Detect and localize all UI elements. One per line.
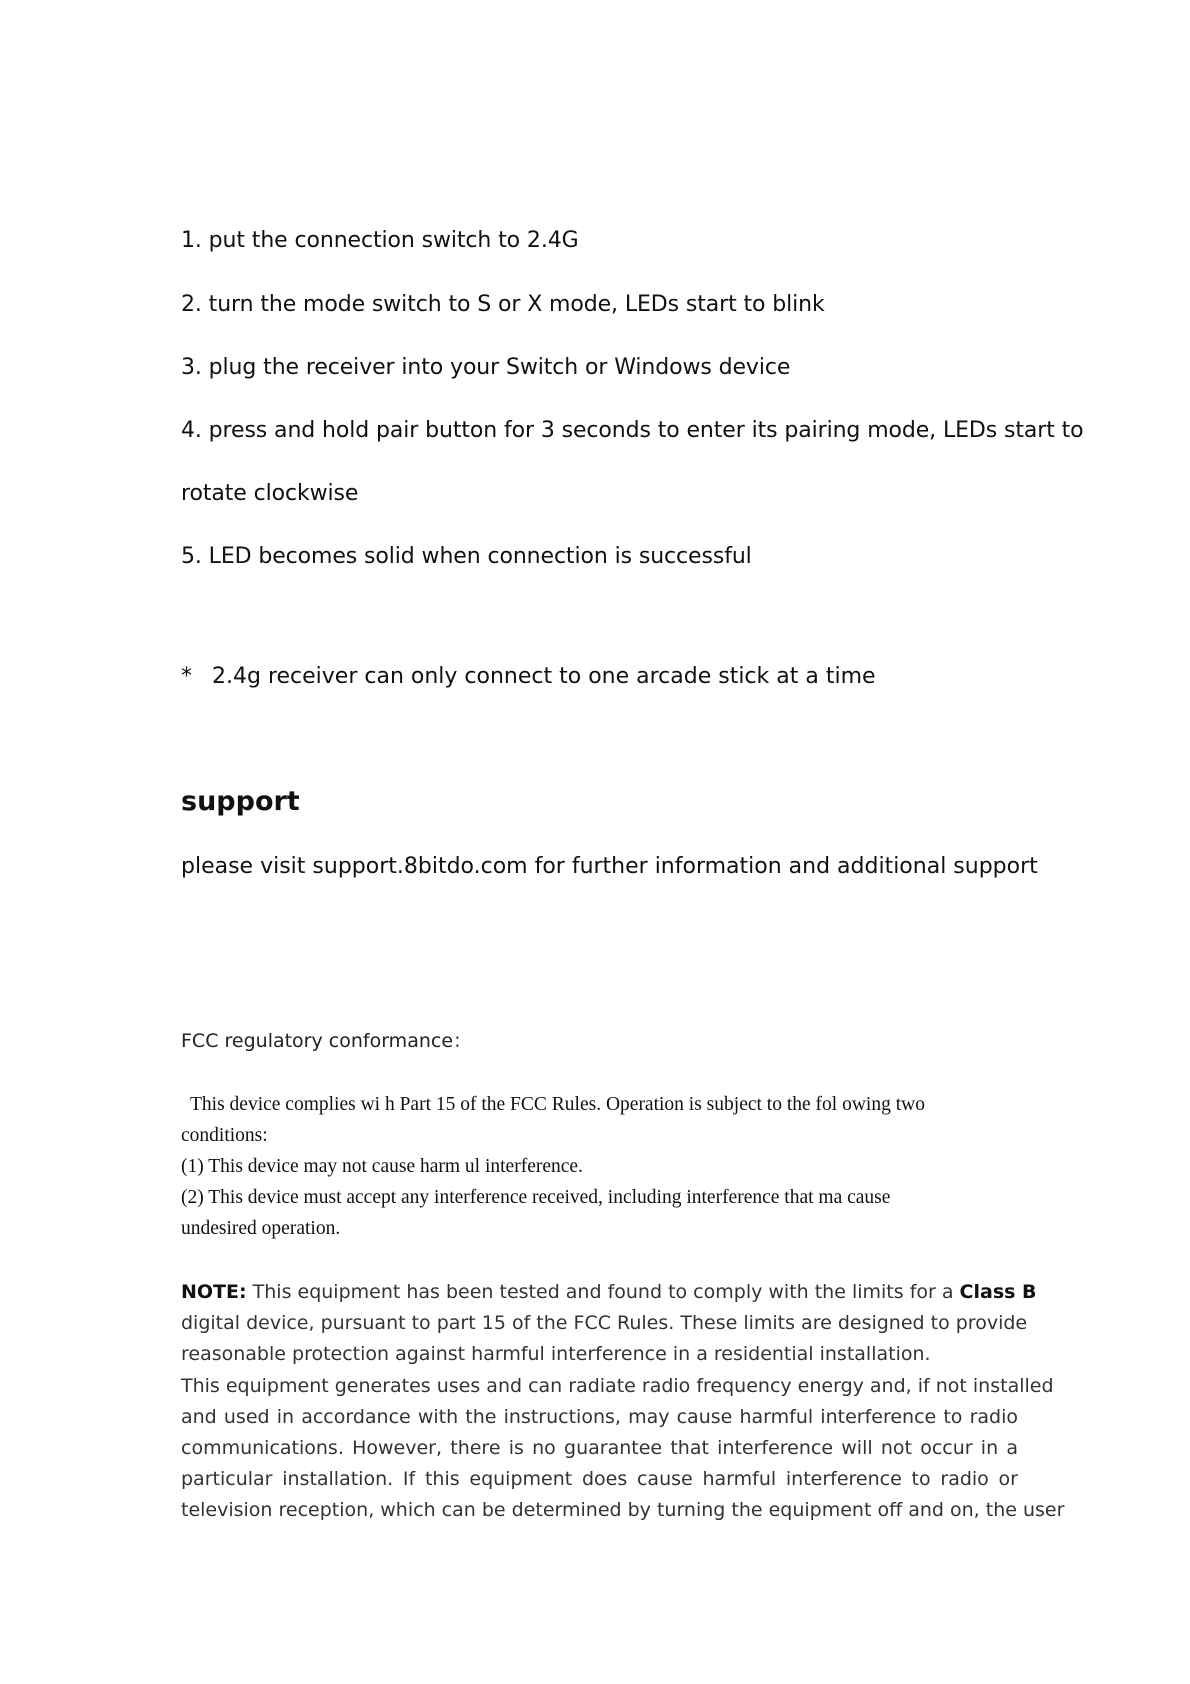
fcc-rules	[181, 1089, 1011, 1244]
class-b-label: Class B	[959, 1281, 1037, 1303]
manual-page	[181, 0, 1084, 1684]
fcc-title: FCC regulatory conformance：	[181, 1030, 473, 1052]
note-label: NOTE:	[181, 1281, 247, 1303]
fcc-rule-line: (2) This device must accept any interference received, including interference that ma cause	[181, 1187, 891, 1208]
step-3: 3. plug the receiver into your Switch or Windows device	[181, 355, 791, 380]
fcc-rule-line: conditions:	[181, 1125, 268, 1146]
fcc-rule-line: (1) This device may not cause harm ul interference.	[181, 1156, 583, 1177]
fcc-rule-line: This device complies wi h Part 15 of the FCC Rules. Operation is subject to the fol owing two	[190, 1094, 925, 1115]
fcc-rule-line: undesired operation.	[181, 1218, 341, 1239]
fcc-note	[181, 1277, 1065, 1527]
step-4-continued: rotate clockwise	[181, 481, 359, 506]
fcc-note-line: and used in accordance with the instructions, may cause harmful interference to radio	[181, 1405, 1018, 1428]
fcc-note-line: communications. However, there is no guarantee that interference will not occur in a	[181, 1437, 1018, 1460]
receiver-note-text: 2.4g receiver can only connect to one arcade stick at a time	[212, 664, 876, 689]
support-heading: support	[181, 786, 300, 817]
fcc-note-line: This equipment generates uses and can radiate radio frequency energy and, if not installed	[181, 1374, 1054, 1397]
step-5: 5. LED becomes solid when connection is successful	[181, 544, 752, 569]
receiver-note	[181, 662, 876, 692]
fcc-note-line: television reception, which can be determined by turning the equipment off and on, the user	[181, 1499, 1065, 1522]
step-2: 2. turn the mode switch to S or X mode, LEDs start to blink	[181, 292, 825, 317]
fcc-note-line: particular installation. If this equipment does cause harmful interference to radio or	[181, 1468, 1018, 1491]
fcc-note-line: digital device, pursuant to part 15 of the FCC Rules. These limits are designed to provide	[181, 1312, 1028, 1335]
fcc-note-line	[181, 1277, 1037, 1308]
fcc-note-line: reasonable protection against harmful interference in a residential installation.	[181, 1343, 931, 1366]
asterisk-mark: *	[181, 664, 192, 689]
support-text: please visit support.8bitdo.com for further information and additional support	[181, 854, 1038, 879]
note-line-1: This equipment has been tested and found to comply with the limits for a	[252, 1281, 954, 1303]
step-1: 1. put the connection switch to 2.4G	[181, 228, 579, 253]
step-4: 4. press and hold pair button for 3 seconds to enter its pairing mode, LEDs start to	[181, 418, 1084, 443]
